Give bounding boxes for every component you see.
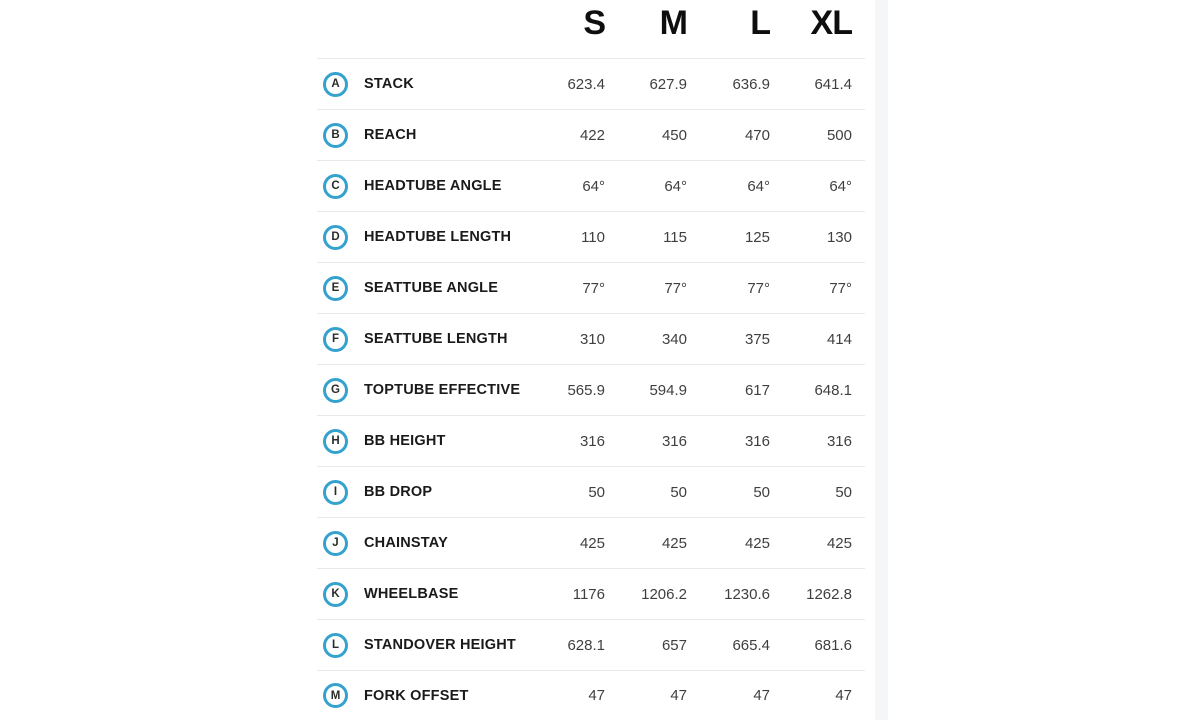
cell-value-xl: 77° (829, 279, 852, 297)
cell-value-s: 316 (579, 432, 605, 450)
cell-value-xl: 414 (826, 330, 852, 348)
cell-value-s: 77° (582, 279, 605, 297)
cell-value-l: 77° (747, 279, 770, 297)
cell-value-s: 64° (582, 177, 605, 195)
cell-value-l: 617 (744, 381, 770, 399)
row-label: STACK (364, 76, 414, 92)
cell-value-l: 125 (744, 228, 770, 246)
cell-value-m: 425 (661, 534, 687, 552)
cell-value-l: 316 (744, 432, 770, 450)
row-label-cell (323, 276, 523, 301)
row-letter-badge: I (323, 480, 348, 505)
row-label: TOPTUBE EFFECTIVE (364, 382, 521, 398)
cell-value-s: 50 (588, 483, 605, 501)
cell-value-s: 565.9 (567, 381, 605, 399)
cell-value-xl: 425 (826, 534, 852, 552)
row-letter-badge: G (323, 378, 348, 403)
cell-value-s: 628.1 (567, 636, 605, 654)
row-label-cell (323, 327, 523, 352)
cell-value-s: 310 (579, 330, 605, 348)
row-label: SEATTUBE LENGTH (364, 331, 508, 347)
row-label-cell (323, 582, 523, 607)
cell-value-l: 425 (744, 534, 770, 552)
table-row (317, 262, 865, 313)
cell-value-s: 1176 (572, 585, 605, 603)
scrollbar-track[interactable] (875, 0, 888, 720)
row-letter-badge: A (323, 72, 348, 97)
row-label: HEADTUBE LENGTH (364, 229, 512, 245)
cell-value-s: 623.4 (567, 75, 605, 93)
row-label: SEATTUBE ANGLE (364, 280, 499, 296)
table-row (317, 58, 865, 109)
cell-value-s: 47 (588, 687, 605, 704)
row-label: BB DROP (364, 484, 433, 500)
row-label: HEADTUBE ANGLE (364, 178, 502, 194)
cell-value-xl: 1262.8 (806, 585, 852, 603)
row-letter-badge: F (323, 327, 348, 352)
row-label-cell (323, 531, 523, 556)
row-letter-badge: K (323, 582, 348, 607)
row-letter-badge: L (323, 633, 348, 658)
table-row (317, 670, 865, 720)
size-header-row (317, 0, 865, 58)
row-letter-badge: D (323, 225, 348, 250)
cell-value-m: 115 (663, 228, 687, 246)
row-label: REACH (364, 127, 417, 143)
row-label: BB HEIGHT (364, 433, 446, 449)
row-letter-badge: M (323, 683, 348, 708)
geometry-size-table (317, 0, 865, 720)
cell-value-m: 657 (661, 636, 687, 654)
cell-value-l: 64° (747, 177, 770, 195)
cell-value-xl: 130 (826, 228, 852, 246)
cell-value-l: 47 (753, 687, 770, 704)
cell-value-m: 316 (661, 432, 687, 450)
row-letter-badge: B (323, 123, 348, 148)
row-label-cell (323, 633, 523, 658)
cell-value-l: 665.4 (732, 636, 770, 654)
row-label-cell (323, 225, 523, 250)
cell-value-xl: 316 (826, 432, 852, 450)
table-row (317, 313, 865, 364)
row-label: FORK OFFSET (364, 687, 469, 704)
row-label-cell (323, 123, 523, 148)
cell-value-l: 636.9 (732, 75, 770, 93)
row-letter-badge: J (323, 531, 348, 556)
cell-value-m: 594.9 (649, 381, 687, 399)
row-letter-badge: E (323, 276, 348, 301)
cell-value-m: 627.9 (649, 75, 687, 93)
geometry-table-body (317, 58, 865, 720)
cell-value-m: 450 (661, 126, 687, 144)
cell-value-l: 470 (744, 126, 770, 144)
table-row (317, 568, 865, 619)
size-column-header-l: L (750, 4, 770, 42)
cell-value-m: 47 (670, 687, 687, 704)
cell-value-l: 1230.6 (724, 585, 770, 603)
cell-value-s: 110 (581, 228, 605, 246)
cell-value-l: 375 (744, 330, 770, 348)
cell-value-xl: 50 (835, 483, 852, 501)
row-label-cell (323, 72, 523, 97)
cell-value-xl: 500 (826, 126, 852, 144)
table-row (317, 211, 865, 262)
cell-value-xl: 681.6 (814, 636, 852, 654)
cell-value-xl: 641.4 (814, 75, 852, 93)
row-letter-badge: C (323, 174, 348, 199)
table-row (317, 109, 865, 160)
table-row (317, 160, 865, 211)
table-row (317, 466, 865, 517)
row-letter-badge: H (323, 429, 348, 454)
row-label-cell (323, 429, 523, 454)
size-column-header-m: M (659, 4, 687, 42)
cell-value-m: 64° (664, 177, 687, 195)
cell-value-l: 50 (753, 483, 770, 501)
cell-value-s: 422 (579, 126, 605, 144)
cell-value-m: 77° (664, 279, 687, 297)
row-label-cell (323, 174, 523, 199)
table-row (317, 517, 865, 568)
table-row (317, 619, 865, 670)
row-label-cell (323, 480, 523, 505)
table-row (317, 364, 865, 415)
cell-value-xl: 648.1 (814, 381, 852, 399)
cell-value-xl: 47 (835, 687, 852, 704)
row-label-cell (323, 683, 523, 708)
table-row (317, 415, 865, 466)
cell-value-m: 50 (670, 483, 687, 501)
cell-value-m: 1206.2 (641, 585, 687, 603)
row-label-cell (323, 378, 523, 403)
row-label: STANDOVER HEIGHT (364, 637, 516, 653)
size-column-header-s: S (583, 4, 605, 42)
row-label: WHEELBASE (364, 586, 459, 602)
cell-value-s: 425 (579, 534, 605, 552)
cell-value-xl: 64° (829, 177, 852, 195)
row-label: CHAINSTAY (364, 535, 448, 551)
cell-value-m: 340 (661, 330, 687, 348)
size-column-header-xl: XL (810, 4, 852, 42)
